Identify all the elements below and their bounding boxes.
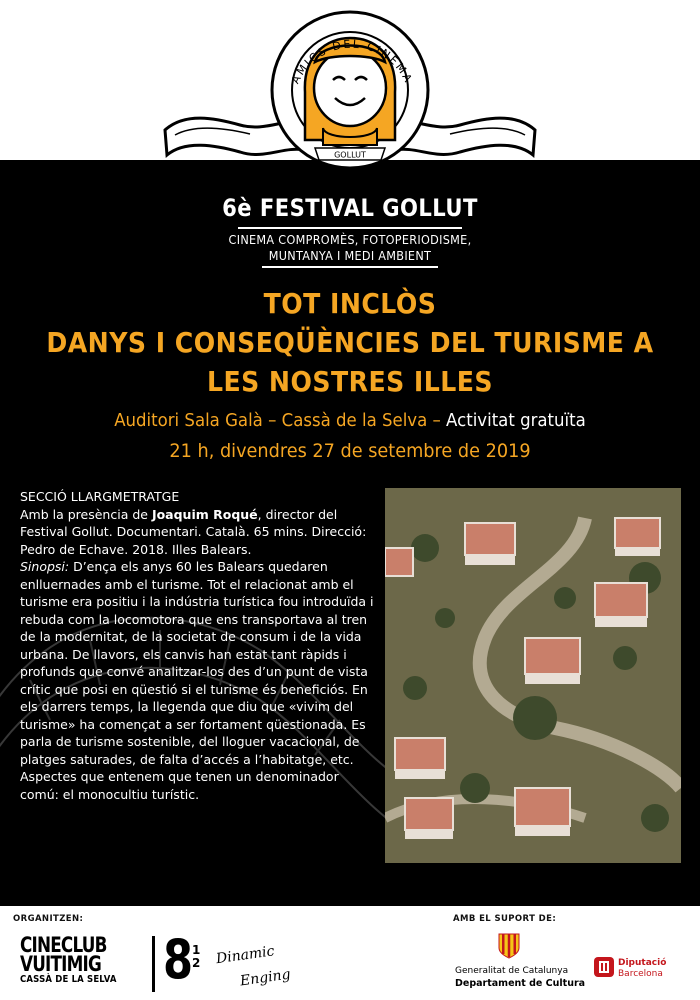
event-title-line1: TOT INCLÒS [263, 287, 437, 320]
amics-del-cinema-logo [155, 0, 545, 180]
guest-name: Joaquim Roqué [151, 506, 258, 522]
synopsis-label: Sinopsi: [20, 559, 70, 574]
half-numerator: 1 [192, 943, 201, 957]
diputacio-line2: Barcelona [618, 969, 663, 979]
generalitat-line2: Departament de Cultura [455, 978, 586, 989]
subtitle-rule-bottom [262, 266, 438, 268]
synopsis [20, 558, 378, 803]
cineclub-vuitimig-logo [20, 933, 145, 985]
logo-arc-text: AMICS DEL CINEMA [288, 37, 416, 86]
half-fraction [192, 944, 200, 970]
diputacio-emblem [594, 957, 614, 977]
generalitat-line1: Generalitat de Catalunya [455, 966, 569, 976]
film-credits [20, 506, 378, 559]
presence-suffix: , director del Festival Gollut. Documentari. Català. 65 mins. Direcció: Pedro de Echave. 2018. Illes Balears. [20, 506, 367, 557]
half-denominator: 2 [192, 956, 201, 970]
support-label: AMB EL SUPORT DE: [453, 914, 557, 924]
film-details [20, 488, 378, 803]
event-title-line3: LES NOSTRES ILLES [206, 365, 494, 398]
dinamic-line1: Dinamic [215, 943, 276, 968]
cineclub-line1: CINECLUB [20, 933, 107, 957]
cineclub-line2: VUITIMIG [20, 952, 101, 976]
presence-prefix: Amb la presència de [20, 506, 152, 522]
event-venue [28, 410, 672, 431]
event-datetime: 21 h, divendres 27 de setembre de 2019 [169, 440, 531, 462]
festival-subtitle-line1: CINEMA COMPROMÈS, FOTOPERIODISME, [228, 232, 472, 247]
aerial-photo-houses [385, 488, 681, 863]
free-activity-text: Activitat gratuïta [446, 410, 586, 431]
venue-text: Auditori Sala Galà – Cassà de la Selva – [114, 410, 447, 431]
logo-divider [152, 936, 155, 992]
festival-subtitle-line2: MUNTANYA I MEDI AMBIENT [268, 248, 432, 263]
organizers-label: ORGANITZEN: [13, 914, 84, 924]
section-label: SECCIÓ LLARGMETRATGE [20, 489, 180, 504]
cineclub-line3: CASSÀ DE LA SELVA [20, 974, 117, 985]
generalitat-emblem [498, 933, 520, 959]
logo-banner-text: GOLLUT [334, 150, 366, 160]
festival-title: 6è FESTIVAL GOLLUT [222, 194, 478, 222]
footer [0, 906, 700, 1000]
event-title-line2: DANYS I CONSEQÜÈNCIES DEL TURISME A [46, 326, 654, 359]
subtitle-rule-top [238, 227, 462, 229]
dinamic-line2: Enging [239, 966, 292, 990]
eight-and-half-logo: 8 [163, 928, 194, 991]
synopsis-text: D’ença els anys 60 les Balears quedaren enlluernades amb el turisme. Tot el relacionat amb el turisme era positiu i la indústria turística fou introduïda i rebuda com la locomotora que ens transportava al tren de la modernitat, de la societat de consum i de la vida urbana. De llavors, els canvis han estat tant ràpids i profunds que convé analitzar-los des d’un punt de vista crític que posi en qüestió si el turisme és beneficiós. En els darrers temps, la llegenda que diu que «vivim del turisme» ha començat a ser fortament qüestionada. Es parla de turisme sostenible, del lloguer vacacional, de platges saturades, de falta d’accés a l’habitatge, etc. Aspectes que entenem que tenen un denominador comú: el monocultiu turístic. [20, 559, 374, 802]
dinamic-enging-logo [210, 936, 310, 992]
diputacio-line1: Diputació [618, 958, 667, 968]
